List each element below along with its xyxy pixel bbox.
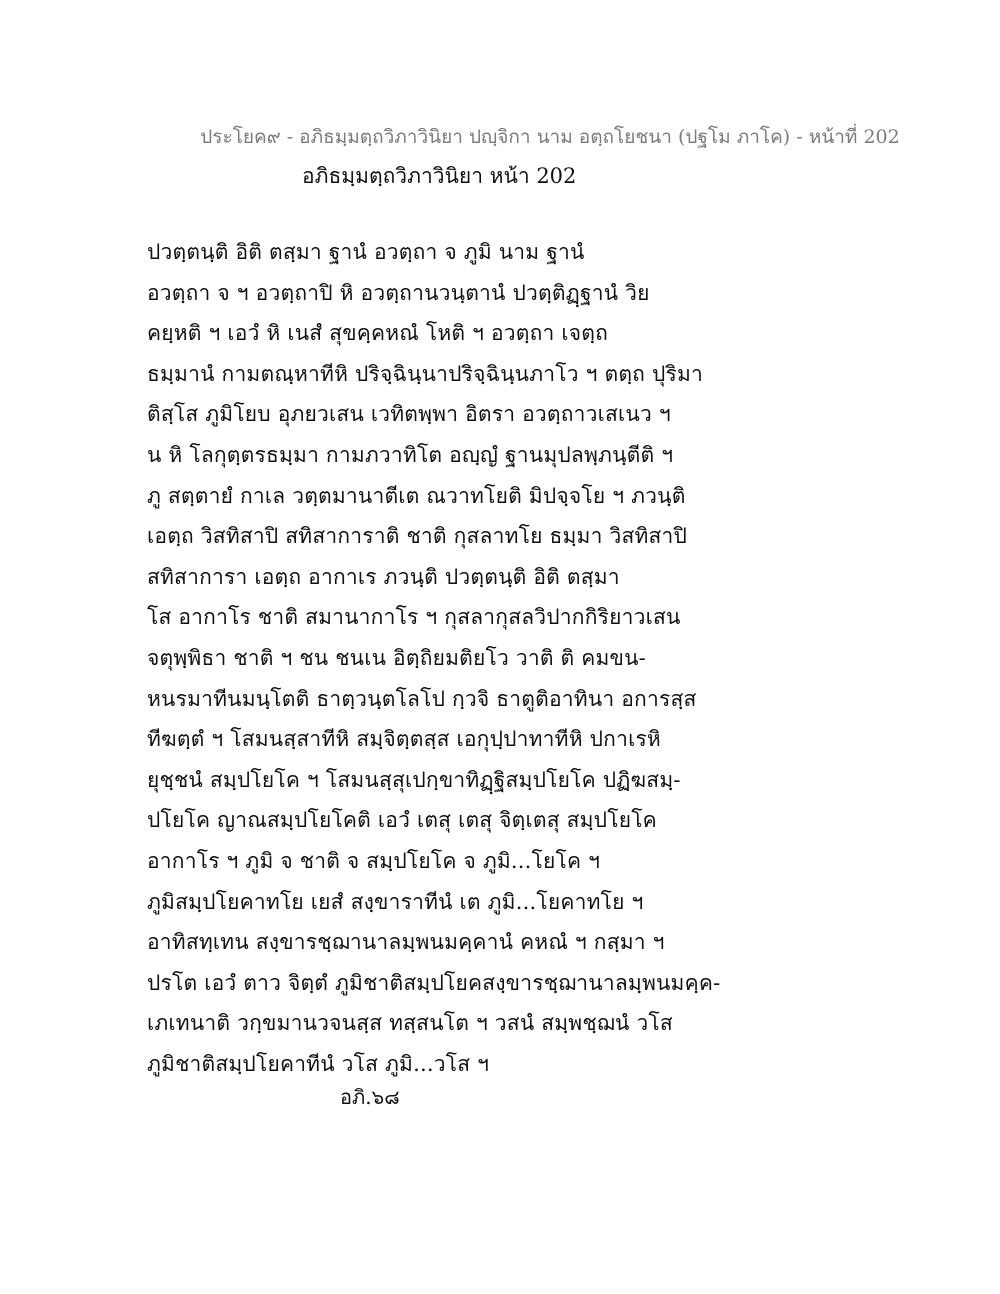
text-line: ภูมิชาติสมฺปโยคาทีนํ วโส ภูมิ...วโส ฯ [147,1051,490,1076]
body-text [147,232,867,1084]
running-header: ประโยค๙ - อภิธมฺมตฺถวิภาวินิยา ปญฺจิกา นาม อตฺถโยชนา (ปฐโม ภาโค) - หน้าที่ 202 [200,126,900,148]
text-line: เอตฺถ วิสทิสาปิ สทิสาการาติ ชาติ กุสลาทโย ธมฺมา วิสทิสาปิ [147,524,688,549]
page-reference: อภิ.๖๘ [340,1085,400,1109]
text-line: หนรมาทีนมนฺโตติ ธาตฺวนฺตโลโป กฺวจิ ธาตูติอาทินา อการสฺส [147,686,697,711]
text-line: ธมฺมานํ กามตณฺหาทีหิ ปริจฺฉินฺนาปริจฺฉินฺนภาโว ฯ ตตฺถ ปุริมา [147,361,703,386]
page-title: อภิธมฺมตฺถวิภาวินิยา หน้า 202 [302,164,577,188]
text-line: จตุพฺพิธา ชาติ ฯ ชน ชนเน อิตฺถิยมติยโว วาติ ติ คมขน- [147,645,646,670]
text-line: อากาโร ฯ ภูมิ จ ชาติ จ สมฺปโยโค จ ภูมิ...โยโค ฯ [147,848,601,873]
text-line: อาทิสทฺเทน สงฺขารชฺฌานาลมฺพนมคฺคานํ คหณํ ฯ กสฺมา ฯ [147,930,665,955]
text-line: ภูมิสมฺปโยคาทโย เยสํ สงฺขาราทีนํ เต ภูมิ...โยคาทโย ฯ [147,889,644,914]
text-line: ทีฆตฺตํ ฯ โสมนสฺสาทีหิ สมฺจิตฺตสฺส เอกุปฺปาทาทีหิ ปกาเรหิ [147,727,661,752]
text-line: ปรโต เอวํ ตาว จิตฺตํ ภูมิชาติสมฺปโยคสงฺขารชฺฌานาลมฺพนมคฺค- [147,970,721,995]
text-line: คยฺหติ ฯ เอวํ หิ เนสํ สุขคฺคหณํ โหติ ฯ อวตฺถา เจตฺถ [147,321,609,346]
text-line: ติสฺโส ภูมิโยบ อุภยวเสน เวทิตพฺพา อิตรา อวตฺถาวเสเนว ฯ [147,402,671,427]
text-line: ยุชฺชนํ สมฺปโยโค ฯ โสมนสฺสุเปกฺขาทิฏฺฐิสมฺปโยโค ปฏิฆสมฺ- [147,767,681,792]
text-line: อวตฺถา จ ฯ อวตฺถาปิ หิ อวตฺถานวนฺตานํ ปวตฺติฏฺฐานํ วิย [147,280,650,305]
text-line: ภู สตฺตายํ กาเล วตฺตมานาตีเต ณวาทโยติ มิปจฺจโย ฯ ภวนฺติ [147,483,686,508]
text-line: น หิ โลกุตฺตรธมฺมา กามภวาทิโต อญฺญํ ฐานมุปลพฺภนฺตีติ ฯ [147,442,674,467]
text-line: ปโยโค ญาณสมฺปโยโคติ เอวํ เตสุ เตสุ จิตฺเตสุ สมฺปโยโค [147,808,657,833]
text-line: สทิสาการา เอตฺถ อากาเร ภวนฺติ ปวตฺตนฺติ อิติ ตสฺมา [147,564,620,589]
text-line: เภเทนาติ วกฺขมานวจนสฺส ทสฺสนโต ฯ วสนํ สมฺพชฺฌนํ วโส [147,1011,673,1036]
text-line: ปวตฺตนฺติ อิติ ตสฺมา ฐานํ อวตฺถา จ ภูมิ นาม ฐานํ [147,240,585,264]
text-line: โส อากาโร ชาติ สมานากาโร ฯ กุสลากุสลวิปากกิริยาวเสน [147,605,681,630]
